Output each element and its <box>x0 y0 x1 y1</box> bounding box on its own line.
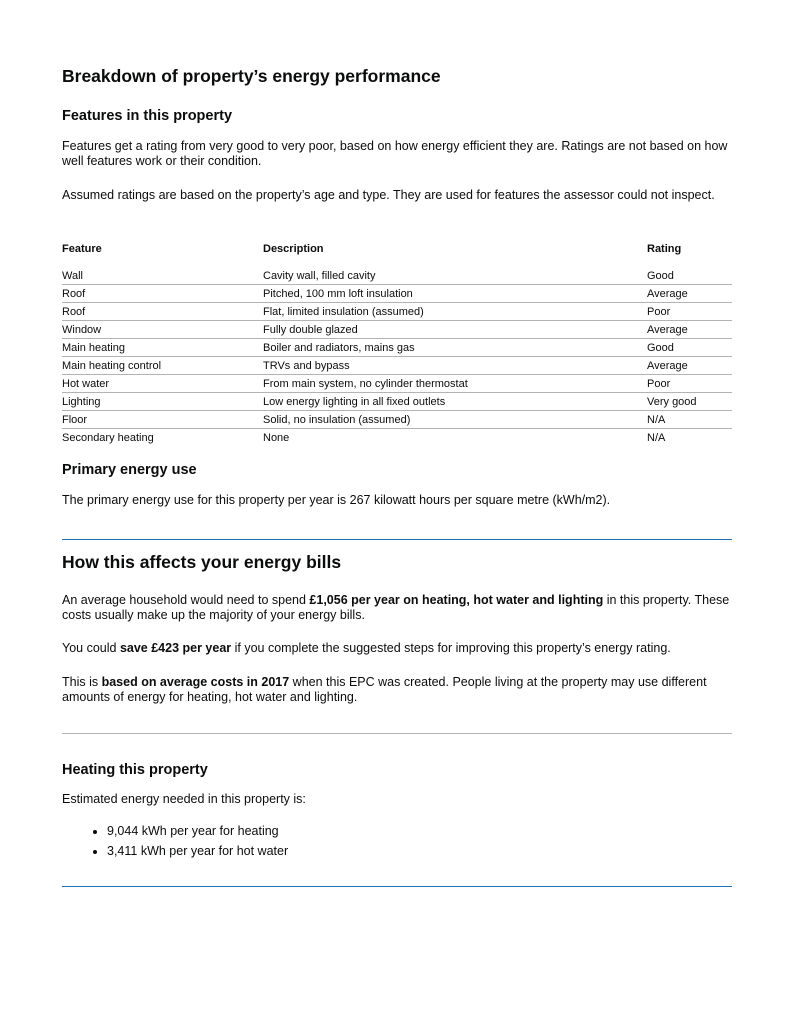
rating-cell: Very good <box>647 393 732 411</box>
table-row <box>62 321 732 339</box>
heating-intro: Estimated energy needed in this property is: <box>62 792 306 806</box>
rating-cell: Poor <box>647 303 732 321</box>
list-item: • 3,411 kWh per year for hot water <box>107 841 288 861</box>
primary-energy-heading: Primary energy use <box>62 462 197 478</box>
features-heading: Features in this property <box>62 108 233 124</box>
rating-cell: Average <box>647 321 732 339</box>
rating-cell: Poor <box>647 375 732 393</box>
description-cell: Solid, no insulation (assumed) <box>263 411 647 429</box>
description-cell: None <box>263 431 290 444</box>
description-cell: Boiler and radiators, mains gas <box>263 339 647 357</box>
bills-average-cost: £1,056 per year on heating, hot water and lighting <box>309 593 604 607</box>
table-row <box>62 267 732 285</box>
bills-savings: save £423 per year <box>119 641 232 655</box>
rating-cell: Average <box>647 285 732 303</box>
list-item: • 9,044 kWh per year for heating <box>107 821 288 841</box>
features-intro-2: Assumed ratings are based on the property’s age and type. They are used for features the assessor could not inspect. <box>62 188 715 202</box>
feature-cell: Roof <box>62 303 263 321</box>
bills-paragraph-basis <box>62 675 734 705</box>
table-row <box>62 375 732 393</box>
bills-paragraph-savings <box>62 641 734 656</box>
table-row <box>62 393 732 411</box>
rating-cell: Average <box>647 357 732 375</box>
table-row <box>62 429 732 447</box>
heating-needs-list <box>62 821 288 861</box>
bills-text: This is <box>62 675 102 689</box>
table-row <box>62 357 732 375</box>
bills-text: in this property. These costs usually make up the majority of your energy bills. <box>62 593 730 622</box>
description-cell: TRVs and bypass <box>263 357 647 375</box>
feature-cell: Hot water <box>62 375 263 393</box>
description-cell: Cavity wall, filled cavity <box>263 267 647 285</box>
bills-cost-basis: based on average costs in 2017 <box>101 675 290 689</box>
feature-cell: Window <box>62 321 263 339</box>
table-row <box>62 285 732 303</box>
column-header-rating: Rating <box>647 243 682 255</box>
description-cell: Pitched, 100 mm loft insulation <box>263 285 647 303</box>
rating-cell: Good <box>647 339 732 357</box>
heating-heading: Heating this property <box>62 762 208 778</box>
feature-cell: Wall <box>62 267 263 285</box>
primary-energy-text: The primary energy use for this property per year is 267 kilowatt hours per square metre (kWh/m2). <box>62 493 611 507</box>
table-row <box>62 339 732 357</box>
bills-text: You could <box>62 641 120 655</box>
table-row <box>62 303 732 321</box>
features-intro-1: Features get a rating from very good to very poor, based on how energy efficient they are. Ratings are not based on how well features work or their condition. <box>62 139 728 168</box>
column-header-description: Description <box>263 243 324 255</box>
column-header-feature: Feature <box>62 243 102 255</box>
rating-cell: Good <box>647 267 732 285</box>
rating-cell: N/A <box>647 411 732 429</box>
description-cell: From main system, no cylinder thermostat <box>263 375 647 393</box>
bills-text: when this EPC was created. People living at the property may use different amounts of energy for heating, hot water and lighting. <box>62 675 707 704</box>
description-cell: Fully double glazed <box>263 321 647 339</box>
bills-title: How this affects your energy bills <box>62 552 342 572</box>
table-header-row <box>62 243 732 267</box>
section-divider <box>62 539 732 540</box>
description-cell: Flat, limited insulation (assumed) <box>263 303 647 321</box>
breakdown-title: Breakdown of property’s energy performance <box>62 66 441 86</box>
feature-cell: Lighting <box>62 393 263 411</box>
feature-cell: Secondary heating <box>62 431 154 444</box>
description-cell: Low energy lighting in all fixed outlets <box>263 393 647 411</box>
table-row <box>62 411 732 429</box>
feature-cell: Floor <box>62 411 263 429</box>
feature-cell: Main heating <box>62 339 263 357</box>
bills-text: if you complete the suggested steps for improving this property’s energy rating. <box>231 641 671 655</box>
bills-paragraph-average <box>62 593 734 623</box>
feature-cell: Roof <box>62 285 263 303</box>
section-divider <box>62 886 732 887</box>
bills-text: An average household would need to spend <box>62 593 310 607</box>
features-table <box>62 243 732 446</box>
feature-cell: Main heating control <box>62 357 263 375</box>
section-divider <box>62 733 732 734</box>
rating-cell: N/A <box>647 431 666 444</box>
